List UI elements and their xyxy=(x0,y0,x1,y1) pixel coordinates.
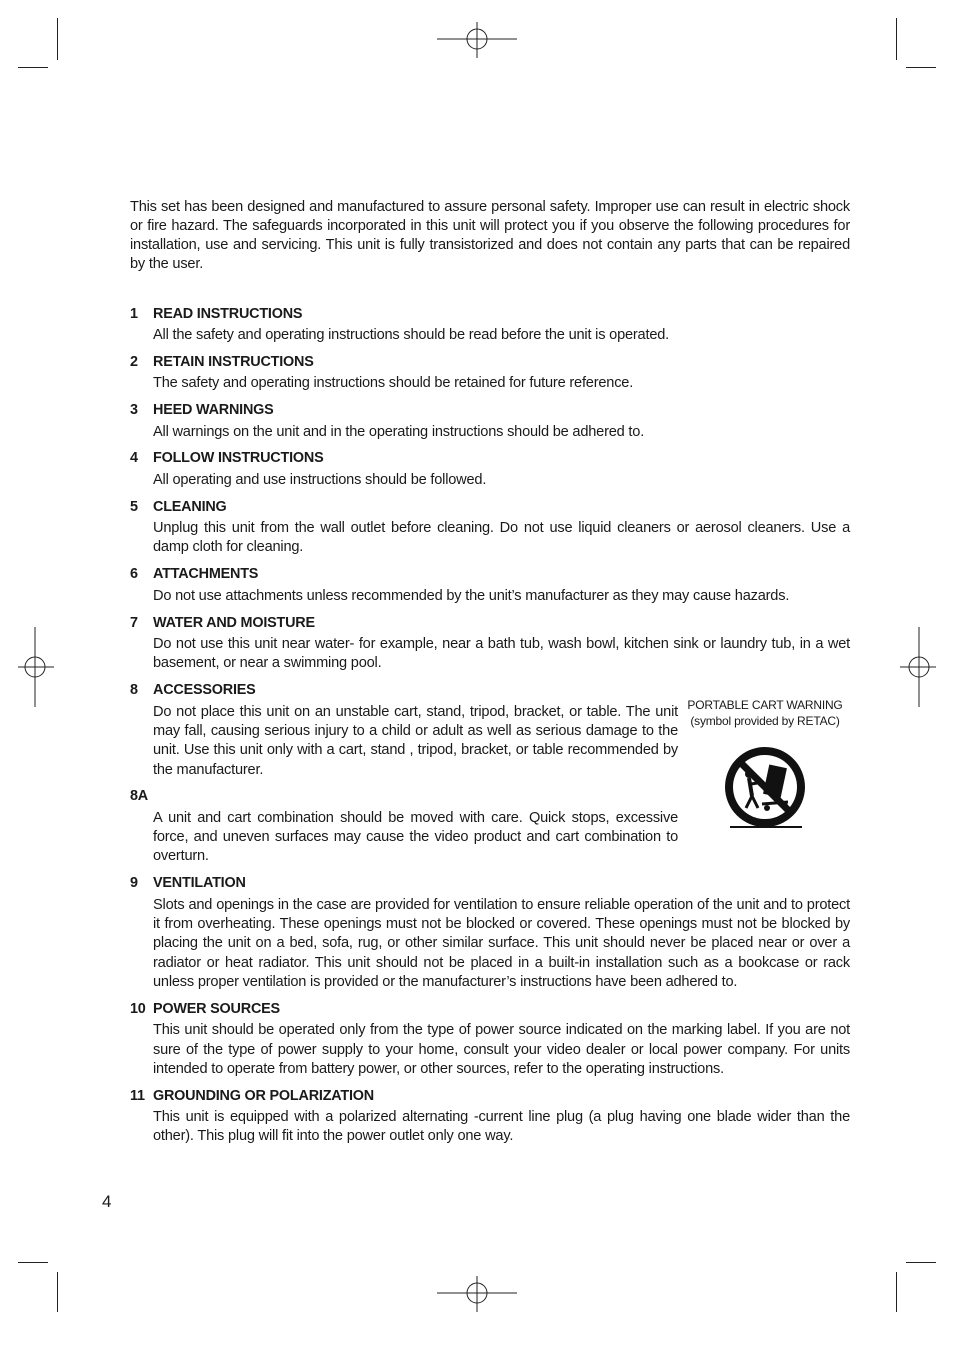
section-title: READ INSTRUCTIONS xyxy=(153,305,303,322)
section-title: WATER AND MOISTURE xyxy=(153,614,315,631)
section-number: 8A xyxy=(130,788,148,805)
section-grounding-or-polarization xyxy=(130,1084,850,1152)
section-follow-instructions xyxy=(130,447,850,495)
section-title: ATTACHMENTS xyxy=(153,566,259,583)
section-body: Slots and openings in the case are provided for ventilation to ensure reliable operation of the unit and to protect it from overheating. These openings must not be blocked or covered. These openings must not be blocked by placing the unit on a bed, sofa, rug, or other similar surface. This unit should never be placed near or over a radiator or heat radiator. This unit should not be placed in a built-in installation such as a bookcase or rack unless proper ventilation is provided or the manufacturer’s instructions have been adhered to. xyxy=(153,896,850,990)
section-number: 3 xyxy=(130,402,138,419)
registration-mark-right xyxy=(900,627,936,707)
section-number: 9 xyxy=(130,875,138,892)
crop-mark xyxy=(906,67,936,68)
section-title: HEED WARNINGS xyxy=(153,402,274,419)
crop-mark xyxy=(896,1272,897,1312)
section-body: This unit is equipped with a polarized alternating -current line plug (a plug having one blade wider than the other). This plug will fit into the power outlet only one way. xyxy=(153,1109,850,1145)
crop-mark xyxy=(18,67,48,68)
section-power-sources xyxy=(130,997,850,1084)
crop-mark xyxy=(57,18,58,60)
registration-mark-top xyxy=(437,22,517,58)
section-body: All operating and use instructions should be followed. xyxy=(153,471,487,488)
section-title: GROUNDING OR POLARIZATION xyxy=(153,1087,374,1104)
section-number: 10 xyxy=(130,1000,146,1017)
section-number: 6 xyxy=(130,566,138,583)
section-body: All the safety and operating instructions should be read before the unit is operated. xyxy=(153,327,670,343)
section-number: 7 xyxy=(130,614,138,631)
section-ventilation xyxy=(130,872,850,997)
section-number: 8 xyxy=(130,682,138,699)
portable-cart-warning-icon xyxy=(722,744,808,832)
section-title: POWER SOURCES xyxy=(153,1000,280,1017)
section-number: 11 xyxy=(130,1087,145,1104)
section-number: 4 xyxy=(130,450,138,467)
section-title: FOLLOW INSTRUCTIONS xyxy=(153,450,324,467)
crop-mark xyxy=(896,18,897,60)
section-body: All warnings on the unit and in the operating instructions should be adhered to. xyxy=(153,423,645,440)
cart-warning-caption xyxy=(680,697,850,729)
section-attachments xyxy=(130,563,850,611)
section-read-instructions xyxy=(130,302,850,350)
registration-mark-bottom xyxy=(437,1276,517,1312)
section-title: VENTILATION xyxy=(153,875,246,892)
section-body: The safety and operating instructions should be retained for future reference. xyxy=(153,375,634,392)
section-body: This unit should be operated only from the type of power source indicated on the marking label. If you are not sure of the type of power supply to your home, consult your video dealer or local power company. For units intended to operate from battery power, or other sources, refer to the operating instructions. xyxy=(153,1022,850,1077)
section-title: CLEANING xyxy=(153,498,227,515)
section-body: Do not place this unit on an unstable cart, stand, tripod, bracket, or table. The unit may fall, causing serious injury to a child or adult as well as serious damage to the unit. Use this unit only with a cart, stand , tripod, bracket, or table recommended by the manufacturer. xyxy=(153,703,678,778)
section-title: ACCESSORIES xyxy=(153,682,256,699)
section-title: RETAIN INSTRUCTIONS xyxy=(153,353,314,370)
cart-warning-credit: (symbol provided by RETAC) xyxy=(690,714,840,728)
section-body: Do not use this unit near water- for example, near a bath tub, wash bowl, kitchen sink or laundry tub, in a wet basement, or near a swimming pool. xyxy=(153,636,850,672)
section-number: 5 xyxy=(130,498,138,515)
registration-mark-left xyxy=(18,627,54,707)
section-number: 1 xyxy=(130,305,138,322)
section-body: Do not use attachments unless recommended by the unit’s manufacturer as they may cause hazards. xyxy=(153,587,790,604)
crop-mark xyxy=(906,1262,936,1263)
intro-paragraph: This set has been designed and manufactured to assure personal safety. Improper use can result in electric shock or fire hazard. The safeguards incorporated in this unit will protect you if you observe the following procedures for installation, use and servicing. This unit is fully transistorized and does not contain any parts that can be repaired by the user. xyxy=(130,199,850,272)
crop-mark xyxy=(18,1262,48,1263)
cart-warning-title: PORTABLE CART WARNING xyxy=(687,698,843,712)
crop-mark xyxy=(57,1272,58,1312)
section-water-and-moisture xyxy=(130,611,850,679)
section-heed-warnings xyxy=(130,399,850,447)
section-cleaning xyxy=(130,495,850,563)
section-body: A unit and cart combination should be moved with care. Quick stops, excessive force, and uneven surfaces may cause the video product and cart combination to overturn. xyxy=(153,809,678,865)
section-retain-instructions xyxy=(130,350,850,398)
section-number: 2 xyxy=(130,353,138,370)
page-number: 4 xyxy=(102,1192,112,1211)
section-body: Unplug this unit from the wall outlet before cleaning. Do not use liquid cleaners or aerosol cleaners. Use a damp cloth for cleaning. xyxy=(153,520,850,556)
